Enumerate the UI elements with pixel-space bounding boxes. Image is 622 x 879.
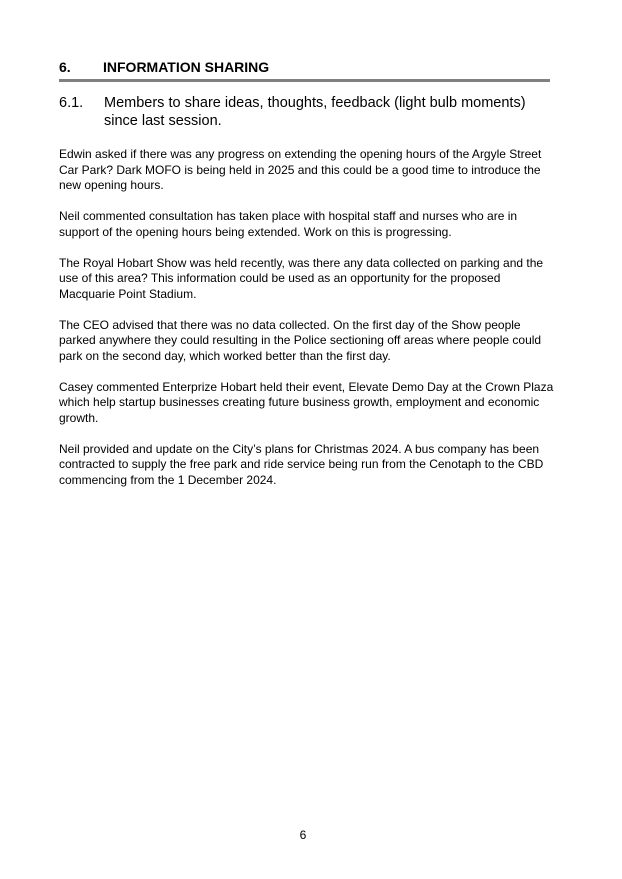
subsection-title: Members to share ideas, thoughts, feedback (light bulb moments) since last session.: [104, 95, 526, 129]
section-heading: [59, 58, 549, 76]
section-title: INFORMATION SHARING: [103, 59, 270, 75]
page-number: 6: [299, 828, 307, 842]
paragraph-consultation: Neil commented consultation has taken place with hospital staff and nurses who are in support of the opening hours being extended. Work on this is progressing.: [59, 209, 518, 239]
paragraph-enterprize-hobart: Casey commented Enterprize Hobart held their event, Elevate Demo Day at the Crown Plaza which help startup businesses creating future business growth, employment and economic growth.: [59, 379, 554, 425]
paragraph-christmas-plans: Neil provided and update on the City’s plans for Christmas 2024. A bus company has been contracted to supply the free park and ride service being run from the Cenotaph to the CBD commencing from the 1 December 2024.: [59, 441, 544, 487]
subsection-number: 6.1.: [59, 95, 84, 111]
heading-divider: [59, 79, 550, 82]
section-number: 6.: [59, 59, 71, 75]
paragraph-argyle-car-park: Edwin asked if there was any progress on extending the opening hours of the Argyle Street Car Park? Dark MOFO is being held in 2025 and this could be a good time to introduce the new opening hours.: [59, 147, 542, 192]
paragraph-hobart-show: The Royal Hobart Show was held recently, was there any data collected on parking and the use of this area? This information could be used as an opportunity for the proposed Macquarie Point Stadium.: [59, 255, 544, 301]
subsection-heading: [59, 94, 549, 130]
paragraph-ceo-advice: The CEO advised that there was no data collected. On the first day of the Show people parked anywhere they could resulting in the Police sectioning off areas where people could park on the second day, which worked better than the first day.: [59, 317, 542, 363]
minutes-body: [59, 147, 559, 504]
